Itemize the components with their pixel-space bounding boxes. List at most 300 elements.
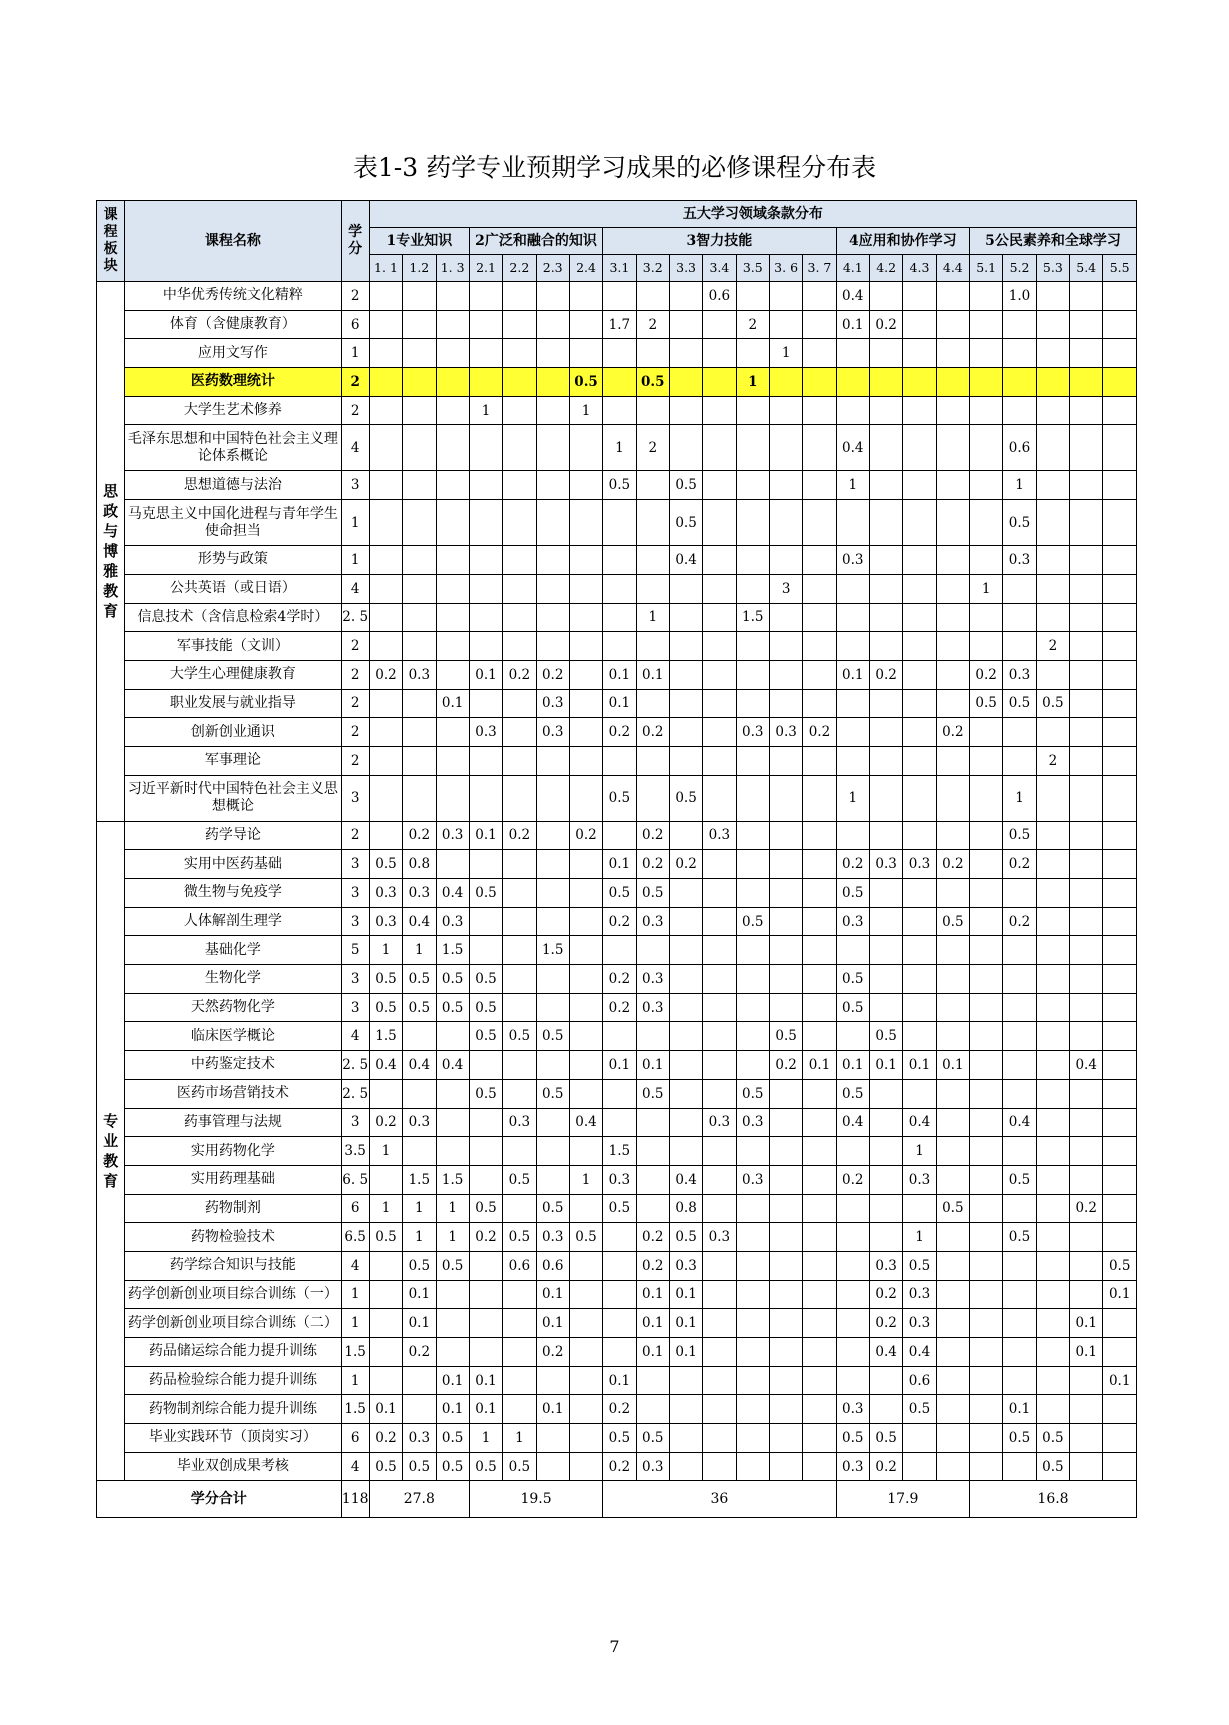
value-cell: 0.5 xyxy=(569,1223,602,1252)
value-cell xyxy=(970,965,1003,994)
value-cell xyxy=(436,1280,469,1309)
header-code: 4.4 xyxy=(936,255,969,282)
value-cell xyxy=(1003,1366,1036,1395)
value-cell: 0.1 xyxy=(403,1280,436,1309)
value-cell xyxy=(436,1137,469,1166)
value-cell: 0.2 xyxy=(970,660,1003,689)
value-cell xyxy=(703,1022,736,1051)
value-cell xyxy=(369,632,402,661)
header-credit xyxy=(341,201,369,282)
value-cell xyxy=(1103,310,1137,339)
value-cell xyxy=(869,282,902,311)
value-cell: 1.5 xyxy=(736,603,769,632)
value-cell: 0.2 xyxy=(836,850,869,879)
value-cell xyxy=(703,425,736,471)
value-cell: 0.2 xyxy=(536,1338,569,1367)
value-cell xyxy=(1103,632,1137,661)
value-cell xyxy=(869,1194,902,1223)
course-credit: 1.5 xyxy=(341,1395,369,1424)
value-cell xyxy=(569,746,602,775)
value-cell: 0.3 xyxy=(903,1165,936,1194)
value-cell xyxy=(803,425,836,471)
value-cell xyxy=(536,1051,569,1080)
value-cell xyxy=(436,1079,469,1108)
value-cell xyxy=(803,339,836,368)
table-row xyxy=(97,1424,1137,1453)
value-cell xyxy=(1003,965,1036,994)
value-cell xyxy=(936,1022,969,1051)
value-cell xyxy=(836,746,869,775)
value-cell: 0.2 xyxy=(403,821,436,850)
value-cell xyxy=(803,632,836,661)
value-cell xyxy=(970,1338,1003,1367)
table-row xyxy=(97,1137,1137,1166)
value-cell xyxy=(970,1223,1003,1252)
value-cell xyxy=(1070,660,1103,689)
value-cell xyxy=(869,603,902,632)
value-cell xyxy=(736,1137,769,1166)
value-cell: 1 xyxy=(903,1137,936,1166)
value-cell xyxy=(369,574,402,603)
value-cell xyxy=(669,1051,702,1080)
value-cell xyxy=(703,500,736,546)
value-cell xyxy=(569,1452,602,1481)
value-cell xyxy=(836,1022,869,1051)
value-cell xyxy=(736,471,769,500)
value-cell xyxy=(803,368,836,397)
value-cell: 0.2 xyxy=(636,821,669,850)
value-cell xyxy=(1070,993,1103,1022)
value-cell xyxy=(436,471,469,500)
value-cell xyxy=(1070,746,1103,775)
value-cell xyxy=(803,574,836,603)
header-code: 2.2 xyxy=(503,255,536,282)
value-cell xyxy=(803,1309,836,1338)
value-cell xyxy=(669,965,702,994)
value-cell xyxy=(436,282,469,311)
value-cell xyxy=(1103,500,1137,546)
value-cell xyxy=(903,471,936,500)
value-cell xyxy=(636,936,669,965)
table-row xyxy=(97,1165,1137,1194)
value-cell xyxy=(369,603,402,632)
value-cell: 0.2 xyxy=(569,821,602,850)
value-cell xyxy=(669,1366,702,1395)
course-name: 实用药物化学 xyxy=(125,1137,341,1166)
value-cell: 1.5 xyxy=(603,1137,636,1166)
value-cell xyxy=(436,1338,469,1367)
value-cell xyxy=(603,746,636,775)
value-cell xyxy=(803,821,836,850)
value-cell xyxy=(769,603,802,632)
value-cell xyxy=(1036,500,1069,546)
value-cell xyxy=(936,282,969,311)
value-cell: 0.6 xyxy=(503,1251,536,1280)
value-cell xyxy=(503,1366,536,1395)
value-cell: 1 xyxy=(836,471,869,500)
course-credit: 1 xyxy=(341,500,369,546)
value-cell xyxy=(703,310,736,339)
page-number: 7 xyxy=(609,1637,620,1656)
value-cell xyxy=(569,1022,602,1051)
value-cell: 1 xyxy=(603,425,636,471)
value-cell xyxy=(603,574,636,603)
course-credit: 1 xyxy=(341,1366,369,1395)
course-name: 人体解剖生理学 xyxy=(125,907,341,936)
value-cell xyxy=(903,310,936,339)
value-cell xyxy=(669,1452,702,1481)
value-cell xyxy=(803,1280,836,1309)
value-cell: 0.2 xyxy=(503,660,536,689)
block-label: 专 业 教 育 xyxy=(97,821,125,1481)
value-cell xyxy=(769,775,802,821)
value-cell xyxy=(536,821,569,850)
header-code: 4.2 xyxy=(869,255,902,282)
value-cell: 0.5 xyxy=(1036,1424,1069,1453)
value-cell xyxy=(936,546,969,575)
value-cell xyxy=(1103,603,1137,632)
value-cell xyxy=(436,546,469,575)
value-cell xyxy=(769,1137,802,1166)
value-cell xyxy=(869,500,902,546)
value-cell xyxy=(503,1051,536,1080)
value-cell xyxy=(736,1366,769,1395)
value-cell xyxy=(403,603,436,632)
value-cell xyxy=(636,339,669,368)
value-cell: 0.2 xyxy=(936,850,969,879)
header-code: 1. 1 xyxy=(369,255,402,282)
table-body xyxy=(97,282,1137,1518)
value-cell: 0.2 xyxy=(636,718,669,747)
value-cell xyxy=(903,879,936,908)
value-cell: 0.5 xyxy=(436,993,469,1022)
value-cell: 1 xyxy=(436,1194,469,1223)
value-cell xyxy=(469,1280,502,1309)
course-name: 习近平新时代中国特色社会主义思想概论 xyxy=(125,775,341,821)
value-cell xyxy=(1003,1338,1036,1367)
value-cell: 0.3 xyxy=(636,1452,669,1481)
value-cell xyxy=(569,339,602,368)
value-cell: 0.4 xyxy=(569,1108,602,1137)
value-cell xyxy=(636,1395,669,1424)
value-cell xyxy=(436,660,469,689)
value-cell xyxy=(769,546,802,575)
course-name: 公共英语（或日语） xyxy=(125,574,341,603)
value-cell xyxy=(836,1338,869,1367)
value-cell xyxy=(1003,1079,1036,1108)
value-cell xyxy=(636,1366,669,1395)
value-cell xyxy=(369,546,402,575)
value-cell: 0.5 xyxy=(1003,1223,1036,1252)
value-cell xyxy=(803,282,836,311)
value-cell xyxy=(903,603,936,632)
value-cell xyxy=(970,718,1003,747)
table-row xyxy=(97,936,1137,965)
course-name: 大学生心理健康教育 xyxy=(125,660,341,689)
value-cell: 2 xyxy=(1036,632,1069,661)
table-row xyxy=(97,821,1137,850)
value-cell: 0.5 xyxy=(836,965,869,994)
value-cell: 0.5 xyxy=(1036,1452,1069,1481)
value-cell xyxy=(769,879,802,908)
table-header xyxy=(97,201,1137,282)
value-cell xyxy=(436,1022,469,1051)
value-cell: 0.5 xyxy=(869,1022,902,1051)
value-cell xyxy=(703,1194,736,1223)
value-cell: 0.3 xyxy=(536,718,569,747)
value-cell xyxy=(703,746,736,775)
header-domain-1: 1专业知识 xyxy=(369,228,469,255)
value-cell xyxy=(869,775,902,821)
value-cell: 1 xyxy=(769,339,802,368)
value-cell: 0.5 xyxy=(436,1452,469,1481)
value-cell xyxy=(703,632,736,661)
value-cell: 0.3 xyxy=(369,879,402,908)
value-cell xyxy=(469,339,502,368)
value-cell xyxy=(669,339,702,368)
course-credit: 3.5 xyxy=(341,1137,369,1166)
value-cell xyxy=(569,850,602,879)
value-cell xyxy=(970,907,1003,936)
value-cell: 0.1 xyxy=(1070,1309,1103,1338)
value-cell: 0.2 xyxy=(869,1309,902,1338)
course-name: 药事管理与法规 xyxy=(125,1108,341,1137)
value-cell xyxy=(836,821,869,850)
value-cell xyxy=(1036,1395,1069,1424)
value-cell xyxy=(403,339,436,368)
value-cell: 1 xyxy=(469,396,502,425)
value-cell: 0.5 xyxy=(669,1223,702,1252)
value-cell xyxy=(369,1366,402,1395)
course-name: 药物制剂综合能力提升训练 xyxy=(125,1395,341,1424)
value-cell xyxy=(636,396,669,425)
value-cell: 0.4 xyxy=(436,879,469,908)
value-cell xyxy=(970,546,1003,575)
value-cell xyxy=(1103,1194,1137,1223)
value-cell xyxy=(503,1280,536,1309)
value-cell: 1 xyxy=(569,1165,602,1194)
value-cell xyxy=(636,471,669,500)
value-cell xyxy=(1036,282,1069,311)
value-cell xyxy=(1070,574,1103,603)
value-cell: 0.5 xyxy=(403,1251,436,1280)
value-cell: 0.5 xyxy=(936,907,969,936)
value-cell: 0.5 xyxy=(669,471,702,500)
value-cell xyxy=(603,1223,636,1252)
value-cell: 0.6 xyxy=(1003,425,1036,471)
value-cell: 0.1 xyxy=(603,660,636,689)
value-cell xyxy=(1070,603,1103,632)
value-cell xyxy=(536,775,569,821)
value-cell xyxy=(769,1079,802,1108)
value-cell: 0.5 xyxy=(436,1424,469,1453)
value-cell xyxy=(669,632,702,661)
value-cell xyxy=(970,310,1003,339)
value-cell xyxy=(736,1309,769,1338)
value-cell: 0.3 xyxy=(636,993,669,1022)
value-cell xyxy=(1103,1424,1137,1453)
value-cell: 0.4 xyxy=(836,1108,869,1137)
value-cell xyxy=(936,574,969,603)
value-cell xyxy=(436,603,469,632)
table-row xyxy=(97,1079,1137,1108)
value-cell xyxy=(569,936,602,965)
value-cell xyxy=(803,1395,836,1424)
value-cell xyxy=(736,574,769,603)
value-cell xyxy=(1070,396,1103,425)
value-cell xyxy=(903,1194,936,1223)
value-cell xyxy=(369,1079,402,1108)
value-cell xyxy=(1070,1280,1103,1309)
value-cell xyxy=(970,603,1003,632)
value-cell xyxy=(869,907,902,936)
header-code: 2.1 xyxy=(469,255,502,282)
value-cell: 0.4 xyxy=(669,1165,702,1194)
value-cell xyxy=(1103,282,1137,311)
value-cell xyxy=(536,339,569,368)
value-cell xyxy=(469,1137,502,1166)
value-cell xyxy=(836,500,869,546)
value-cell xyxy=(603,339,636,368)
value-cell xyxy=(769,1251,802,1280)
value-cell xyxy=(1036,1022,1069,1051)
value-cell xyxy=(636,775,669,821)
value-cell xyxy=(803,993,836,1022)
value-cell xyxy=(636,689,669,718)
value-cell xyxy=(536,603,569,632)
value-cell xyxy=(1003,936,1036,965)
value-cell xyxy=(503,368,536,397)
totals-domain-5: 16.8 xyxy=(970,1481,1137,1518)
table-row xyxy=(97,660,1137,689)
value-cell xyxy=(869,1137,902,1166)
value-cell xyxy=(803,1452,836,1481)
value-cell xyxy=(903,965,936,994)
value-cell xyxy=(803,1223,836,1252)
value-cell xyxy=(769,471,802,500)
course-name: 药学创新创业项目综合训练（二） xyxy=(125,1309,341,1338)
value-cell xyxy=(1003,1280,1036,1309)
value-cell: 1.5 xyxy=(436,1165,469,1194)
value-cell xyxy=(503,632,536,661)
value-cell xyxy=(669,368,702,397)
value-cell: 0.3 xyxy=(469,718,502,747)
value-cell: 0.1 xyxy=(469,660,502,689)
value-cell xyxy=(436,850,469,879)
value-cell xyxy=(703,1366,736,1395)
value-cell xyxy=(803,689,836,718)
value-cell xyxy=(469,425,502,471)
course-credit: 1.5 xyxy=(341,1338,369,1367)
value-cell xyxy=(769,1280,802,1309)
value-cell xyxy=(369,500,402,546)
value-cell xyxy=(736,965,769,994)
value-cell: 0.2 xyxy=(636,1251,669,1280)
value-cell xyxy=(869,718,902,747)
course-credit: 4 xyxy=(341,1251,369,1280)
value-cell xyxy=(636,282,669,311)
value-cell xyxy=(569,775,602,821)
value-cell xyxy=(803,1424,836,1453)
value-cell xyxy=(569,471,602,500)
value-cell: 1 xyxy=(569,396,602,425)
value-cell xyxy=(869,1108,902,1137)
value-cell xyxy=(1103,993,1137,1022)
value-cell xyxy=(903,660,936,689)
value-cell xyxy=(970,500,1003,546)
course-credit: 2. 5 xyxy=(341,1051,369,1080)
value-cell xyxy=(1070,339,1103,368)
value-cell xyxy=(936,1452,969,1481)
value-cell: 0.5 xyxy=(469,1452,502,1481)
value-cell xyxy=(569,879,602,908)
value-cell xyxy=(703,1079,736,1108)
course-credit: 3 xyxy=(341,993,369,1022)
value-cell xyxy=(536,396,569,425)
value-cell xyxy=(769,1452,802,1481)
value-cell xyxy=(836,689,869,718)
value-cell: 1 xyxy=(903,1223,936,1252)
value-cell xyxy=(569,1251,602,1280)
value-cell xyxy=(1036,821,1069,850)
value-cell xyxy=(536,993,569,1022)
value-cell xyxy=(869,936,902,965)
value-cell xyxy=(1070,965,1103,994)
value-cell xyxy=(403,718,436,747)
value-cell: 0.3 xyxy=(703,821,736,850)
value-cell xyxy=(803,1137,836,1166)
value-cell xyxy=(603,1309,636,1338)
value-cell xyxy=(936,396,969,425)
value-cell xyxy=(536,500,569,546)
course-credit: 3 xyxy=(341,850,369,879)
value-cell: 0.4 xyxy=(903,1338,936,1367)
value-cell xyxy=(1036,368,1069,397)
value-cell xyxy=(1103,936,1137,965)
value-cell: 0.3 xyxy=(836,1452,869,1481)
value-cell xyxy=(836,1194,869,1223)
value-cell: 2 xyxy=(736,310,769,339)
value-cell xyxy=(1036,1079,1069,1108)
value-cell xyxy=(936,1108,969,1137)
value-cell: 2 xyxy=(1036,746,1069,775)
value-cell: 0.3 xyxy=(403,1424,436,1453)
value-cell xyxy=(736,1338,769,1367)
value-cell xyxy=(1103,1165,1137,1194)
value-cell xyxy=(1070,1452,1103,1481)
value-cell xyxy=(769,1165,802,1194)
value-cell xyxy=(536,425,569,471)
value-cell xyxy=(970,1280,1003,1309)
course-name: 医药市场营销技术 xyxy=(125,1079,341,1108)
value-cell xyxy=(403,546,436,575)
value-cell: 3 xyxy=(769,574,802,603)
value-cell: 0.3 xyxy=(1003,660,1036,689)
value-cell xyxy=(1036,546,1069,575)
value-cell xyxy=(403,1022,436,1051)
value-cell xyxy=(1070,689,1103,718)
table-row xyxy=(97,689,1137,718)
value-cell xyxy=(903,396,936,425)
value-cell: 1.0 xyxy=(1003,282,1036,311)
course-name: 生物化学 xyxy=(125,965,341,994)
course-credit: 1 xyxy=(341,546,369,575)
value-cell: 0.5 xyxy=(669,775,702,821)
value-cell xyxy=(703,1165,736,1194)
value-cell xyxy=(769,1194,802,1223)
value-cell xyxy=(603,1108,636,1137)
value-cell xyxy=(369,1165,402,1194)
